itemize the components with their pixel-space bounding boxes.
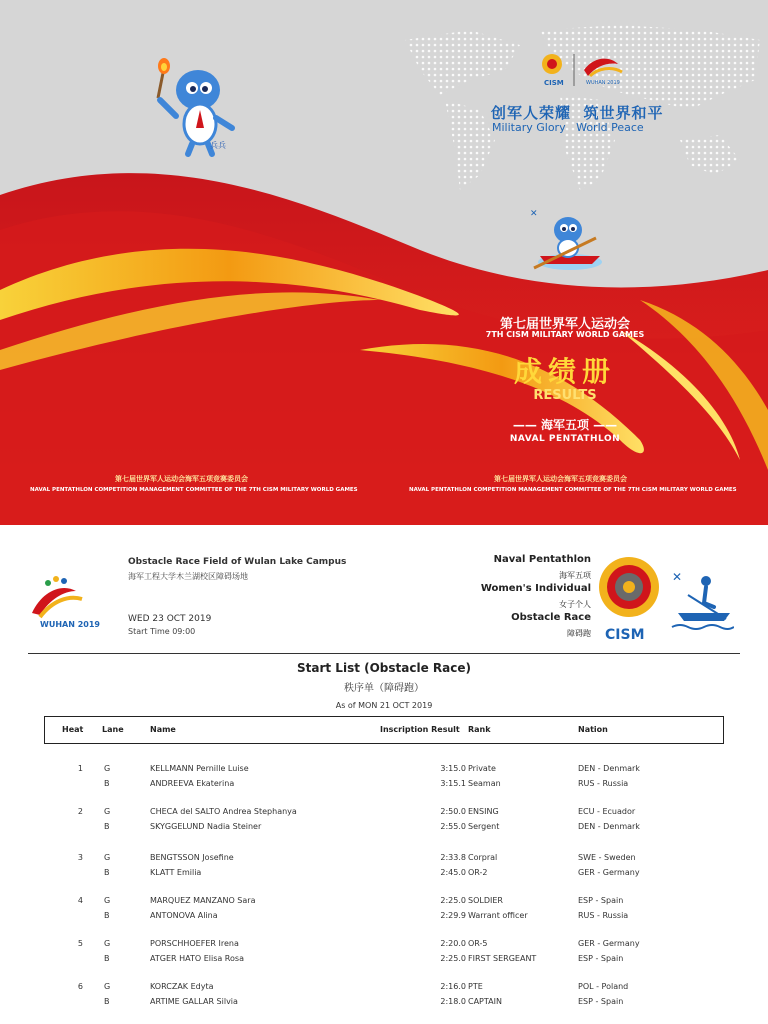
cell-result: 2:20.0	[440, 939, 466, 948]
cell-rank: OR-5	[468, 939, 488, 948]
sport-cn: 海军五项	[559, 571, 591, 580]
cell-rank: Corpral	[468, 853, 498, 862]
cell-lane: B	[104, 911, 110, 920]
cell-lane: G	[104, 939, 111, 948]
cell-name: KLATT Emilia	[150, 868, 202, 877]
cell-lane: B	[104, 954, 110, 963]
event-title-en: NAVAL PENTATHLON	[509, 434, 621, 444]
cism-label: CISM	[605, 627, 645, 643]
event-title-cn: —— 海军五项 ——	[512, 418, 618, 432]
header-lane: Lane	[102, 725, 124, 734]
cell-result: 2:33.8	[440, 853, 466, 862]
cell-lane: B	[104, 779, 110, 788]
cell-name: PORSCHHOEFER Irena	[150, 939, 239, 948]
cell-nation: ESP - Spain	[578, 896, 624, 905]
cell-result: 2:55.0	[440, 822, 466, 831]
cell-lane: G	[104, 764, 111, 773]
naval-pentathlon-icon	[668, 567, 734, 633]
category-cn: 女子个人	[559, 600, 591, 609]
results-title-cn: 成绩册	[513, 355, 616, 388]
cell-result: 3:15.1	[440, 779, 466, 788]
cell-result: 3:15.0	[440, 764, 466, 773]
header-nation: Nation	[578, 725, 608, 734]
svg-text:CISM: CISM	[544, 79, 564, 87]
venue-cn: 海军工程大学木兰湖校区障碍场地	[128, 572, 248, 581]
cell-rank: CAPTAIN	[468, 997, 502, 1006]
cell-name: CHECA del SALTO Andrea Stephanya	[150, 807, 297, 816]
start-list-page	[0, 525, 768, 1024]
cell-lane: G	[104, 982, 111, 991]
cell-result: 2:18.0	[440, 997, 466, 1006]
cell-name: MARQUEZ MANZANO Sara	[150, 896, 256, 905]
cell-name: KORCZAK Edyta	[150, 982, 214, 991]
cell-result: 2:25.0	[440, 896, 466, 905]
games-title-cn: 第七届世界军人运动会	[499, 317, 630, 332]
cell-nation: GER - Germany	[578, 939, 640, 948]
cell-nation: RUS - Russia	[578, 779, 629, 788]
wuhan-2019-logo-icon	[28, 573, 124, 635]
start-time: Start Time 09:00	[128, 627, 196, 636]
cell-nation: ESP - Spain	[578, 954, 624, 963]
cell-result: 2:25.0	[440, 954, 466, 963]
cell-nation: SWE - Sweden	[578, 853, 636, 862]
cell-nation: ESP - Spain	[578, 997, 624, 1006]
cell-name: ATGER HATO Elisa Rosa	[150, 954, 244, 963]
header-inscription-result: Inscription Result	[380, 725, 460, 734]
cell-heat: 4	[77, 896, 83, 905]
cell-heat: 3	[77, 853, 83, 862]
cell-lane: G	[104, 896, 111, 905]
cell-name: ANDREEVA Ekaterina	[150, 779, 235, 788]
cell-name: BENGTSSON Josefine	[150, 853, 234, 862]
results-title-en: RESULTS	[533, 388, 597, 403]
cell-rank: PTE	[468, 982, 483, 991]
cell-name: ARTIME GALLAR Silvia	[150, 997, 238, 1006]
cell-rank: Sergent	[468, 822, 500, 831]
cell-heat: 2	[77, 807, 83, 816]
header-heat: Heat	[62, 725, 84, 734]
committee-en-right: NAVAL PENTATHLON COMPETITION MANAGEMENT COMMITTEE OF THE 7TH CISM MILITARY WORLD GAMES	[409, 487, 737, 493]
cell-result: 2:45.0	[440, 868, 466, 877]
cell-result: 2:16.0	[440, 982, 466, 991]
cell-result: 2:29.9	[440, 911, 466, 920]
cell-rank: ENSING	[468, 807, 499, 816]
svg-text:✕: ✕	[530, 209, 538, 219]
header-divider	[28, 653, 740, 654]
cell-lane: G	[104, 807, 111, 816]
committee-cn-right: 第七届世界军人运动会海军五项竞赛委员会	[494, 475, 627, 483]
cell-heat: 5	[77, 939, 83, 948]
cell-result: 2:50.0	[440, 807, 466, 816]
cell-rank: SOLDIER	[468, 896, 503, 905]
cell-lane: B	[104, 997, 110, 1006]
start-list-title-en: Start List (Obstacle Race)	[297, 661, 471, 675]
cell-lane: G	[104, 853, 111, 862]
cell-lane: B	[104, 868, 110, 877]
cell-heat: 6	[77, 982, 83, 991]
category-en: Women's Individual	[480, 583, 591, 594]
cell-rank: Private	[468, 764, 496, 773]
mascot-torch-icon	[150, 58, 240, 158]
cell-name: KELLMANN Pernille Luise	[150, 764, 249, 773]
as-of-date: As of MON 21 OCT 2019	[335, 701, 433, 710]
slogan-cn: 创军人荣耀 筑世界和平	[491, 104, 664, 122]
mascot-label: 兵兵	[210, 141, 226, 150]
cell-nation: ECU - Ecuador	[578, 807, 636, 816]
cell-name: SKYGGELUND Nadia Steiner	[150, 822, 262, 831]
venue-en: Obstacle Race Field of Wulan Lake Campus	[128, 557, 347, 567]
wuhan-logo-label: WUHAN 2019	[40, 620, 100, 629]
cell-nation: RUS - Russia	[578, 911, 629, 920]
games-title-en: 7TH CISM MILITARY WORLD GAMES	[485, 330, 645, 339]
cell-rank: OR-2	[468, 868, 488, 877]
start-list-title-cn: 秩序单（障碍跑）	[344, 683, 424, 694]
cell-name: ANTONOVA Alina	[150, 911, 218, 920]
cell-rank: Warrant officer	[468, 911, 528, 920]
cell-nation: GER - Germany	[578, 868, 640, 877]
cism-logo-icon	[595, 553, 663, 645]
committee-en-left: NAVAL PENTATHLON COMPETITION MANAGEMENT COMMITTEE OF THE 7TH CISM MILITARY WORLD GAMES	[30, 487, 358, 493]
svg-text:WUHAN 2019: WUHAN 2019	[586, 80, 620, 86]
cell-lane: B	[104, 822, 110, 831]
cell-rank: Seaman	[468, 779, 501, 788]
header-name: Name	[150, 725, 176, 734]
cell-heat: 1	[77, 764, 83, 773]
sport-en: Naval Pentathlon	[493, 554, 591, 565]
slogan-en: Military Glory World Peace	[492, 121, 644, 134]
competition-date: WED 23 OCT 2019	[128, 614, 212, 624]
committee-cn-left: 第七届世界军人运动会海军五项竞赛委员会	[115, 475, 248, 483]
discipline-cn: 障碍跑	[567, 629, 591, 638]
cell-nation: POL - Poland	[578, 982, 629, 991]
cell-nation: DEN - Denmark	[578, 764, 640, 773]
cell-nation: DEN - Denmark	[578, 822, 640, 831]
cell-rank: FIRST SERGEANT	[468, 954, 537, 963]
discipline-en: Obstacle Race	[511, 612, 591, 623]
mascot-rowing-icon	[526, 206, 606, 276]
games-logos-icon	[536, 50, 646, 90]
header-rank: Rank	[468, 725, 491, 734]
svg-text:✕: ✕	[672, 570, 683, 584]
